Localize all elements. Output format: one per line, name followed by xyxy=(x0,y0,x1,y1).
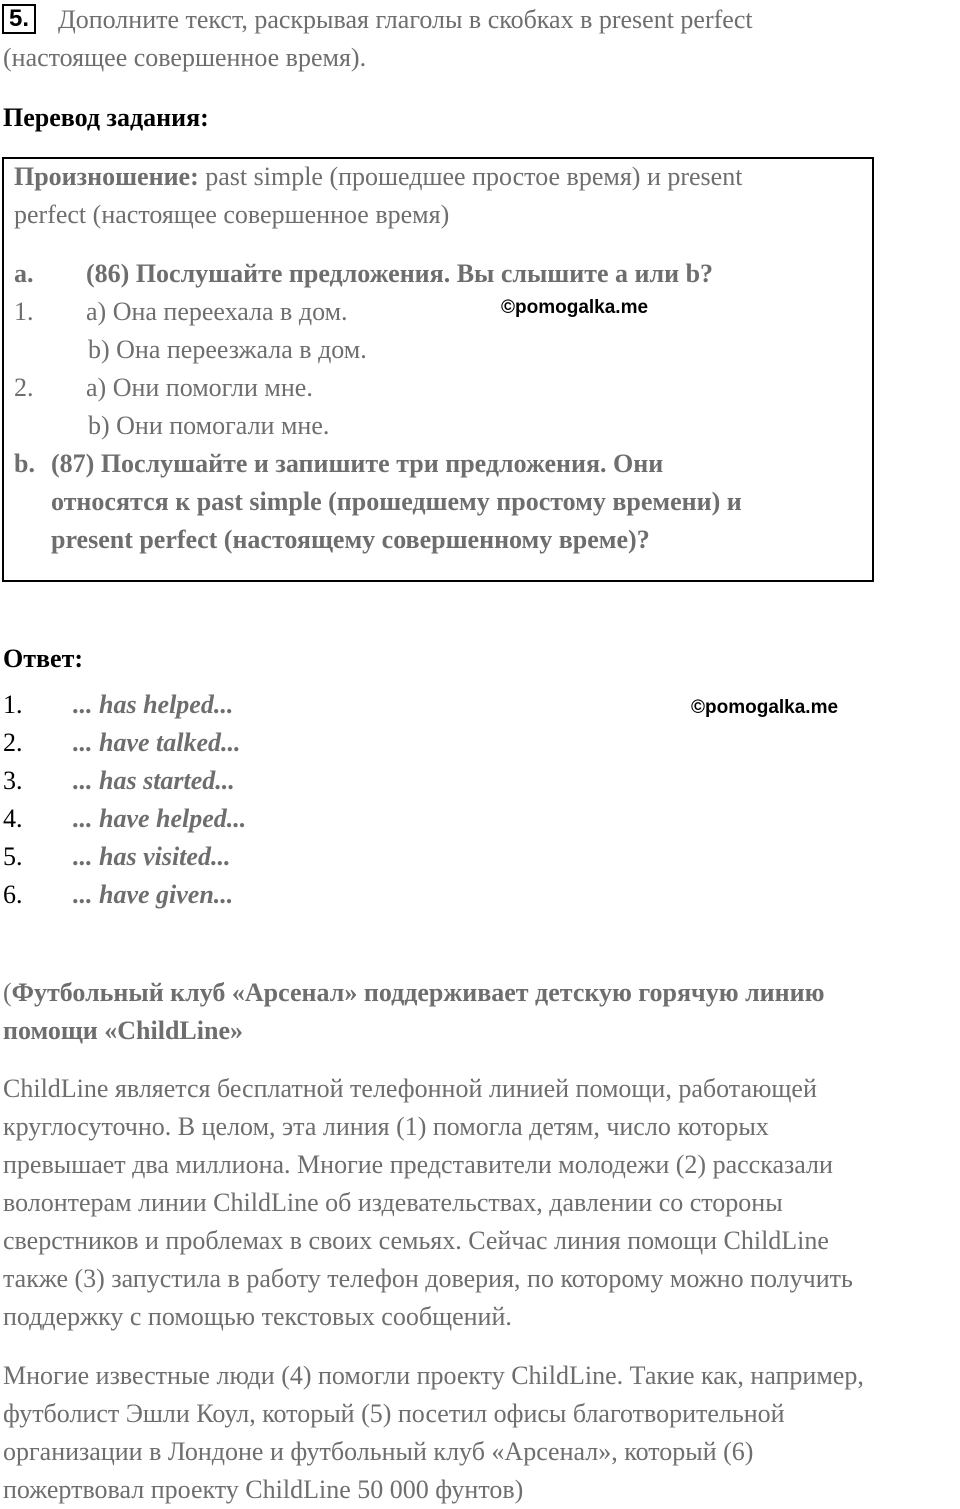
article-paragraph-1 xyxy=(3,1070,958,1336)
answer-3-text: ... has started... xyxy=(73,766,235,795)
item-1-number: 1. xyxy=(14,297,34,326)
answer-1-number: 1. xyxy=(3,690,23,719)
article-p1-line: ChildLine является бесплатной телефонной линией помощи, работающей xyxy=(3,1074,817,1103)
article-paragraph-2 xyxy=(3,1357,958,1509)
article-p1-line: круглосуточно. В целом, эта линия (1) помогла детям, число которых xyxy=(3,1112,769,1141)
part-b-line3: present perfect (настоящему совершенному време)? xyxy=(51,525,650,554)
pronunciation-line1 xyxy=(14,158,742,196)
article-p2-line: пожертвовал проекту ChildLine 50 000 фунтов) xyxy=(3,1475,524,1504)
answer-2-number: 2. xyxy=(3,728,23,757)
article-title-paren: ( xyxy=(3,978,12,1007)
article-title-text: Футбольный клуб «Арсенал» поддерживает детскую горячую линию xyxy=(11,978,825,1007)
pronunciation-text: past simple (прошедшее простое время) и present xyxy=(198,162,743,191)
task-instruction-line1: Дополните текст, раскрывая глаголы в скобках в present perfect xyxy=(58,5,753,34)
answer-6-text: ... have given... xyxy=(73,880,234,909)
answer-2-text: ... have talked... xyxy=(73,728,241,757)
item-2-option-a: a) Они помогли мне. xyxy=(86,373,313,402)
answer-5-text: ... has visited... xyxy=(73,842,231,871)
item-2-option-b: b) Они помогали мне. xyxy=(88,411,330,440)
part-b-line1: (87) Послушайте и запишите три предложения. Они xyxy=(51,449,664,478)
article-title-line2: помощи «ChildLine» xyxy=(3,1016,243,1045)
answer-4-text: ... have helped... xyxy=(73,804,247,833)
article-title-line1 xyxy=(3,974,824,1012)
watermark: ©pomogalka.me xyxy=(501,297,649,318)
task-instruction-line2: (настоящее совершенное время). xyxy=(3,43,367,72)
answer-6-number: 6. xyxy=(3,880,23,909)
answer-4-number: 4. xyxy=(3,804,23,833)
answer-heading: Ответ: xyxy=(3,644,84,673)
article-p2-line: футболист Эшли Коул, который (5) посетил офисы благотворительной xyxy=(3,1399,785,1428)
part-b-label: b. xyxy=(14,449,35,478)
article-p2-line: Многие известные люди (4) помогли проекту ChildLine. Такие как, например, xyxy=(3,1361,864,1390)
part-a-text: (86) Послушайте предложения. Вы слышите a или b? xyxy=(86,259,714,288)
translation-heading: Перевод задания: xyxy=(3,103,209,132)
part-b-line2: относятся к past simple (прошедшему простому времени) и xyxy=(51,487,742,516)
pronunciation-label: Произношение: xyxy=(14,162,199,191)
article-p1-line: поддержку с помощью текстовых сообщений. xyxy=(3,1302,512,1331)
item-1-option-a: a) Она переехала в дом. xyxy=(86,297,348,326)
item-2-number: 2. xyxy=(14,373,34,402)
watermark-answers: ©pomogalka.me xyxy=(691,697,839,718)
article-p1-line: превышает два миллиона. Многие представители молодежи (2) рассказали xyxy=(3,1150,833,1179)
task-number: 5. xyxy=(2,4,36,34)
answer-5-number: 5. xyxy=(3,842,23,871)
answer-1-text: ... has helped... xyxy=(73,690,234,719)
part-a-label: a. xyxy=(14,259,34,288)
answer-3-number: 3. xyxy=(3,766,23,795)
article-p1-line: также (3) запустила в работу телефон доверия, по которому можно получить xyxy=(3,1264,853,1293)
article-p1-line: сверстников и проблемах в своих семьях. Сейчас линия помощи ChildLine xyxy=(3,1226,829,1255)
article-p1-line: волонтерам линии ChildLine об издевательствах, давлении со стороны xyxy=(3,1188,783,1217)
article-p2-line: организации в Лондоне и футбольный клуб «Арсенал», который (6) xyxy=(3,1437,754,1466)
item-1-option-b: b) Она переезжала в дом. xyxy=(88,335,367,364)
pronunciation-line2: perfect (настоящее совершенное время) xyxy=(14,200,450,229)
